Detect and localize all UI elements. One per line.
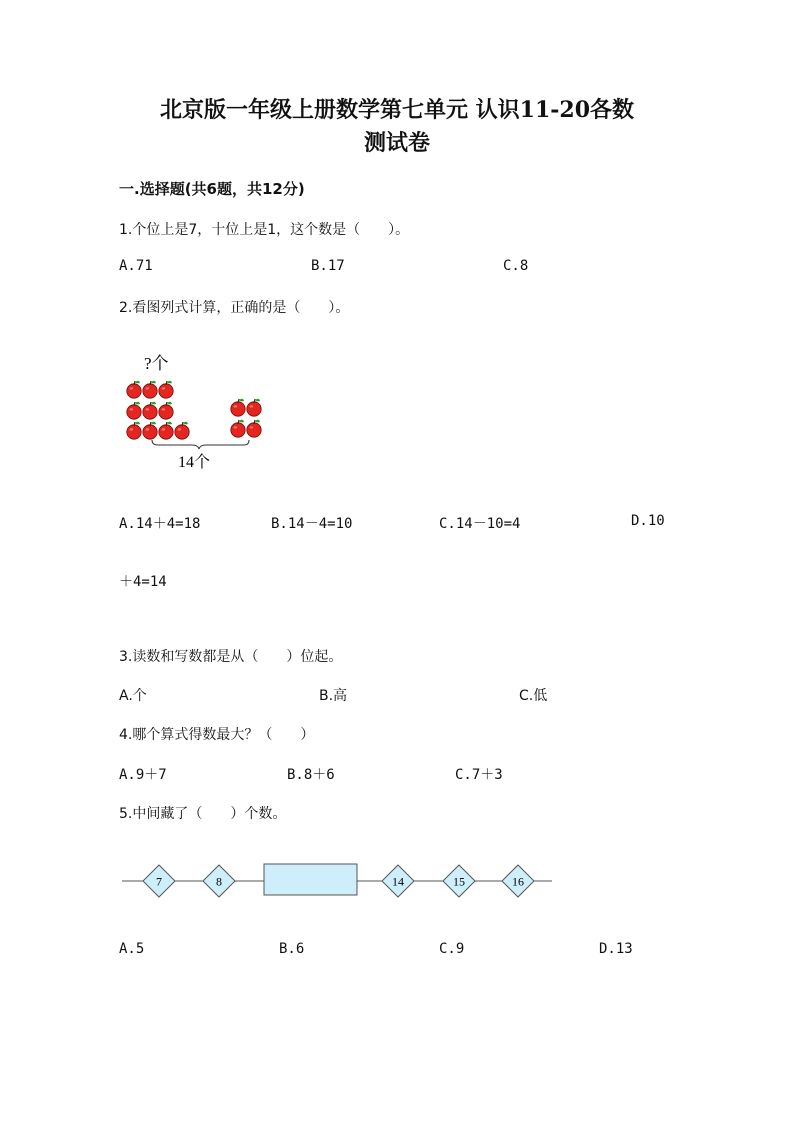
apple-icon (231, 420, 245, 437)
bottom-count-label: 14个 (178, 454, 211, 471)
question-3-option-b: B.高 (319, 688, 348, 704)
apple-icon (143, 381, 157, 398)
brace-icon (152, 440, 249, 449)
question-4-option-a: A.9＋7 (119, 767, 167, 783)
svg-text:8: 8 (216, 874, 222, 889)
svg-text:15: 15 (453, 874, 465, 889)
page-subtitle: 测试卷 (363, 130, 430, 156)
diamond-7 (143, 865, 175, 897)
question-4-stem: 4.哪个算式得数最大？（ ） (119, 727, 315, 743)
question-2-option-c: C.14－10=4 (439, 516, 521, 532)
number-line-figure (118, 860, 558, 904)
apple-figure (118, 348, 288, 478)
question-3-stem: 3.读数和写数都是从（ ）位起。 (119, 649, 343, 665)
question-5-stem: 5.中间藏了（ ）个数。 (119, 806, 287, 822)
apple-icon (127, 422, 141, 439)
apple-icon (247, 399, 261, 416)
svg-text:14: 14 (392, 874, 404, 889)
diamond-8 (203, 865, 235, 897)
question-1-option-b: B.17 (311, 258, 345, 274)
question-3-option-a: A.个 (119, 688, 147, 704)
hidden-numbers-box (264, 864, 357, 895)
top-count-label: ?个 (144, 354, 169, 373)
question-2-option-d: D.10 (631, 513, 665, 529)
question-5-option-d: D.13 (599, 941, 633, 957)
question-2-option-b: B.14－4=10 (271, 516, 353, 532)
question-5-option-a: A.5 (119, 941, 145, 957)
apple-icon (159, 402, 173, 419)
apple-icon (175, 422, 189, 439)
question-1-stem: 1.个位上是7，十位上是1，这个数是（ ）。 (119, 222, 410, 238)
diamond-14 (382, 865, 414, 897)
apple-icon (143, 402, 157, 419)
section-heading: 一.选择题(共6题，共12分) (119, 180, 305, 198)
question-5-option-b: B.6 (279, 941, 305, 957)
question-2-option-a: A.14＋4=18 (119, 516, 201, 532)
apple-icon (247, 420, 261, 437)
question-4-option-c: C.7＋3 (455, 767, 503, 783)
apple-icon (159, 422, 173, 439)
diamond-16 (502, 865, 534, 897)
question-5-option-c: C.9 (439, 941, 465, 957)
question-4-option-b: B.8＋6 (287, 767, 335, 783)
question-2-stem: 2.看图列式计算，正确的是（ ）。 (119, 300, 350, 316)
question-3-option-c: C.低 (519, 688, 548, 704)
question-1-option-a: A.71 (119, 258, 153, 274)
apple-icon (159, 381, 173, 398)
apple-icon (143, 422, 157, 439)
diamond-15 (443, 865, 475, 897)
page-title: 北京版一年级上册数学第七单元 认识11-20各数 (159, 97, 635, 123)
svg-text:7: 7 (156, 874, 162, 889)
question-2-option-d-continued: ＋4=14 (119, 574, 167, 590)
apple-icon (127, 381, 141, 398)
apple-icon (127, 402, 141, 419)
question-1-option-c: C.8 (503, 258, 529, 274)
apple-icon (231, 399, 245, 416)
svg-text:16: 16 (512, 874, 524, 889)
